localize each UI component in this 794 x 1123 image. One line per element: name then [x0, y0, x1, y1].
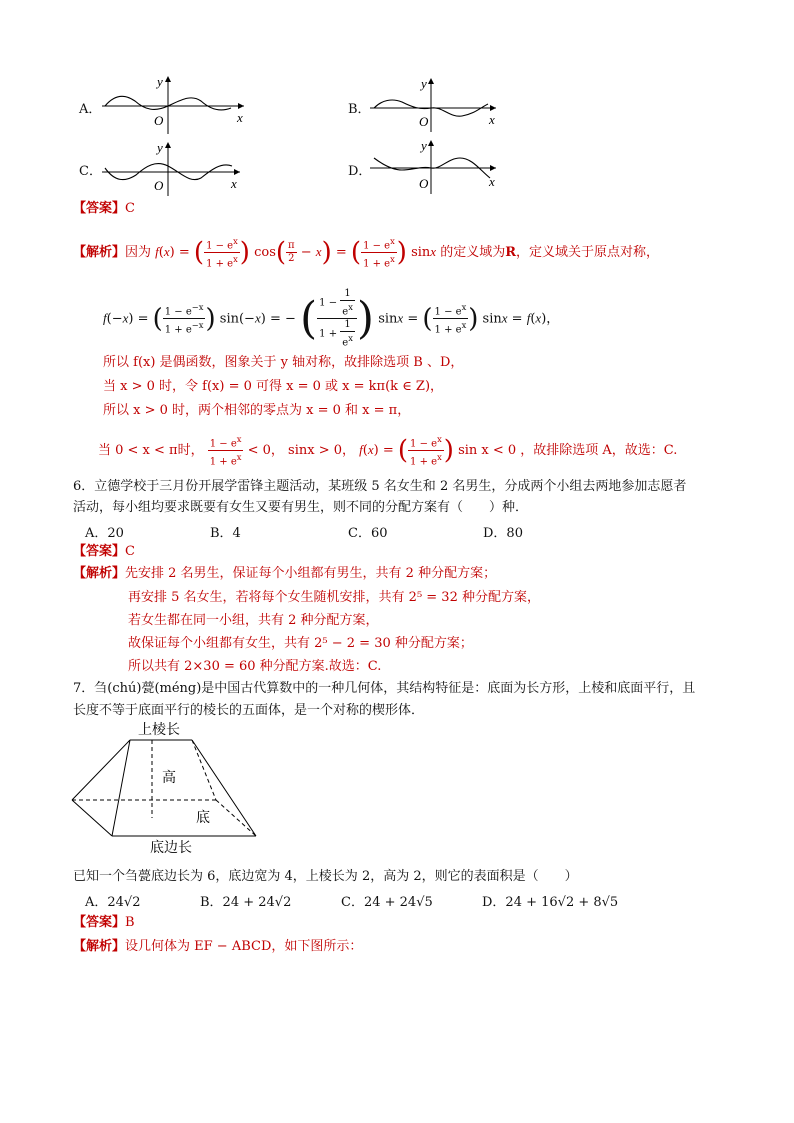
q7-stem-line3: 已知一个刍甍底边长为 6，底边宽为 4，上棱长为 2，高为 2，则它的表面积是（ ） [73, 869, 578, 884]
q7-answer: 【答案】B [73, 915, 135, 930]
q5-answer: 【答案】C [73, 201, 135, 216]
q5-analysis-line4: 当 x > 0 时，令 f(x) = 0 可得 x = 0 或 x = kπ(k ∈ Z)， [103, 379, 444, 394]
q6-stem-line2: 活动，每小组均要求既要有女生又要有男生，则不同的分配方案有（ ）种． [73, 500, 529, 515]
option-d-graph [368, 136, 503, 196]
svg-text:O: O [419, 114, 429, 129]
fig-label-base: 底 [196, 811, 210, 826]
q5-analysis-line5: 所以 x > 0 时，两个相邻的零点为 x = 0 和 x = π， [103, 403, 411, 418]
svg-text:O: O [154, 178, 164, 193]
q6-option-b: B．4 [210, 526, 241, 541]
q6-stem-line1: 6．立德学校于三月份开展学雷锋主题活动，某班级 5 名女生和 2 名男生，分成两个小组去两地参加志愿者 [73, 479, 687, 494]
q6-answer: 【答案】C [73, 544, 135, 559]
option-a-graph [100, 72, 250, 136]
svg-text:x: x [489, 174, 495, 189]
origin-label: O [154, 113, 164, 128]
q5-analysis-line1: 【解析】因为 f(x) = ( $\frac{1 - e^x}{1 + e^x}$ ) cos( $\frac{\pi}{2}$ − x) = ( $\frac{1 - e^x}{1 + e^x}$ ) sinx 的定义域为R，定义域关于原点对称， [73, 235, 660, 270]
q5-analysis-line6: 当 0 < x < π时， $\frac{1 - e^x}{1 + e^x}$ < 0， sinx > 0， f(x) = ( $\frac{1 - e^x}{1 + e^x}$ ) sin x < 0 ，故排除选项 A，故选：C. [98, 433, 678, 468]
q6-option-a: A．20 [85, 526, 124, 541]
q7-wedge-figure [66, 718, 266, 856]
q7-analysis-line1: 【解析】设几何体为 EF − ABCD，如下图所示： [73, 939, 363, 954]
q6-analysis-line5: 所以共有 2×30 = 60 种分配方案.故选：C. [128, 659, 382, 674]
q6-analysis-line1: 【解析】先安排 2 名男生，保证每个小组都有男生，共有 2 种分配方案； [73, 566, 497, 581]
axis-y-label: y [157, 74, 163, 89]
q6-analysis-line4: 故保证每个小组都有女生，共有 2⁵ − 2 = 30 种分配方案； [128, 636, 473, 651]
svg-text:x: x [231, 176, 237, 191]
q7-stem-line1: 7．刍(chú)甍(méng)是中国古代算数中的一种几何体，其结构特征是：底面为长方形，上棱和底面平行，且 [73, 681, 696, 696]
q6-option-d: D．80 [483, 526, 523, 541]
q7-option-b: B．24 + 24√2 [200, 895, 292, 910]
option-a-label: A． [79, 102, 102, 117]
q6-analysis-line2: 再安排 5 名女生，若将每个女生随机安排，共有 2⁵ = 32 种分配方案， [128, 590, 540, 605]
fig-label-top: 上棱长 [138, 723, 180, 738]
q7-option-c: C．24 + 24√5 [341, 895, 433, 910]
axis-x-label: x [237, 110, 243, 125]
svg-text:y: y [421, 76, 427, 91]
fig-label-height: 高 [162, 771, 176, 786]
option-c-graph [100, 138, 250, 198]
fig-label-bottom: 底边长 [150, 841, 192, 856]
q5-analysis-line2: f(−x) = ( $\frac{1 - e^{-x}}{1 + e^{-x}}$ ) sin(−x) = − ( 1 − $\frac{1}{e^x}$ 1 + $\frac{1}{e^x}$ ) sinx = ( $\frac{1 - e^x}{1 + e^x}$ ) sinx = f(x)， [103, 288, 560, 349]
q6-option-c: C．60 [348, 526, 388, 541]
svg-text:y: y [157, 140, 163, 155]
q6-analysis-line3: 若女生都在同一小组，共有 2 种分配方案， [128, 613, 379, 628]
q7-option-a: A．24√2 [85, 895, 141, 910]
option-c-label: C． [79, 164, 102, 179]
q7-option-d: D．24 + 16√2 + 8√5 [482, 895, 619, 910]
q7-stem-line2: 长度不等于底面平行的棱长的五面体，是一个对称的楔形体． [73, 703, 425, 718]
svg-text:O: O [419, 176, 429, 191]
option-d-label: D． [348, 164, 372, 179]
option-b-label: B． [348, 102, 371, 117]
q5-analysis-line3: 所以 f(x) 是偶函数，图象关于 y 轴对称，故排除选项 B 、D， [103, 355, 464, 370]
svg-text:y: y [421, 138, 427, 153]
option-b-graph [368, 74, 503, 134]
svg-text:x: x [489, 112, 495, 127]
